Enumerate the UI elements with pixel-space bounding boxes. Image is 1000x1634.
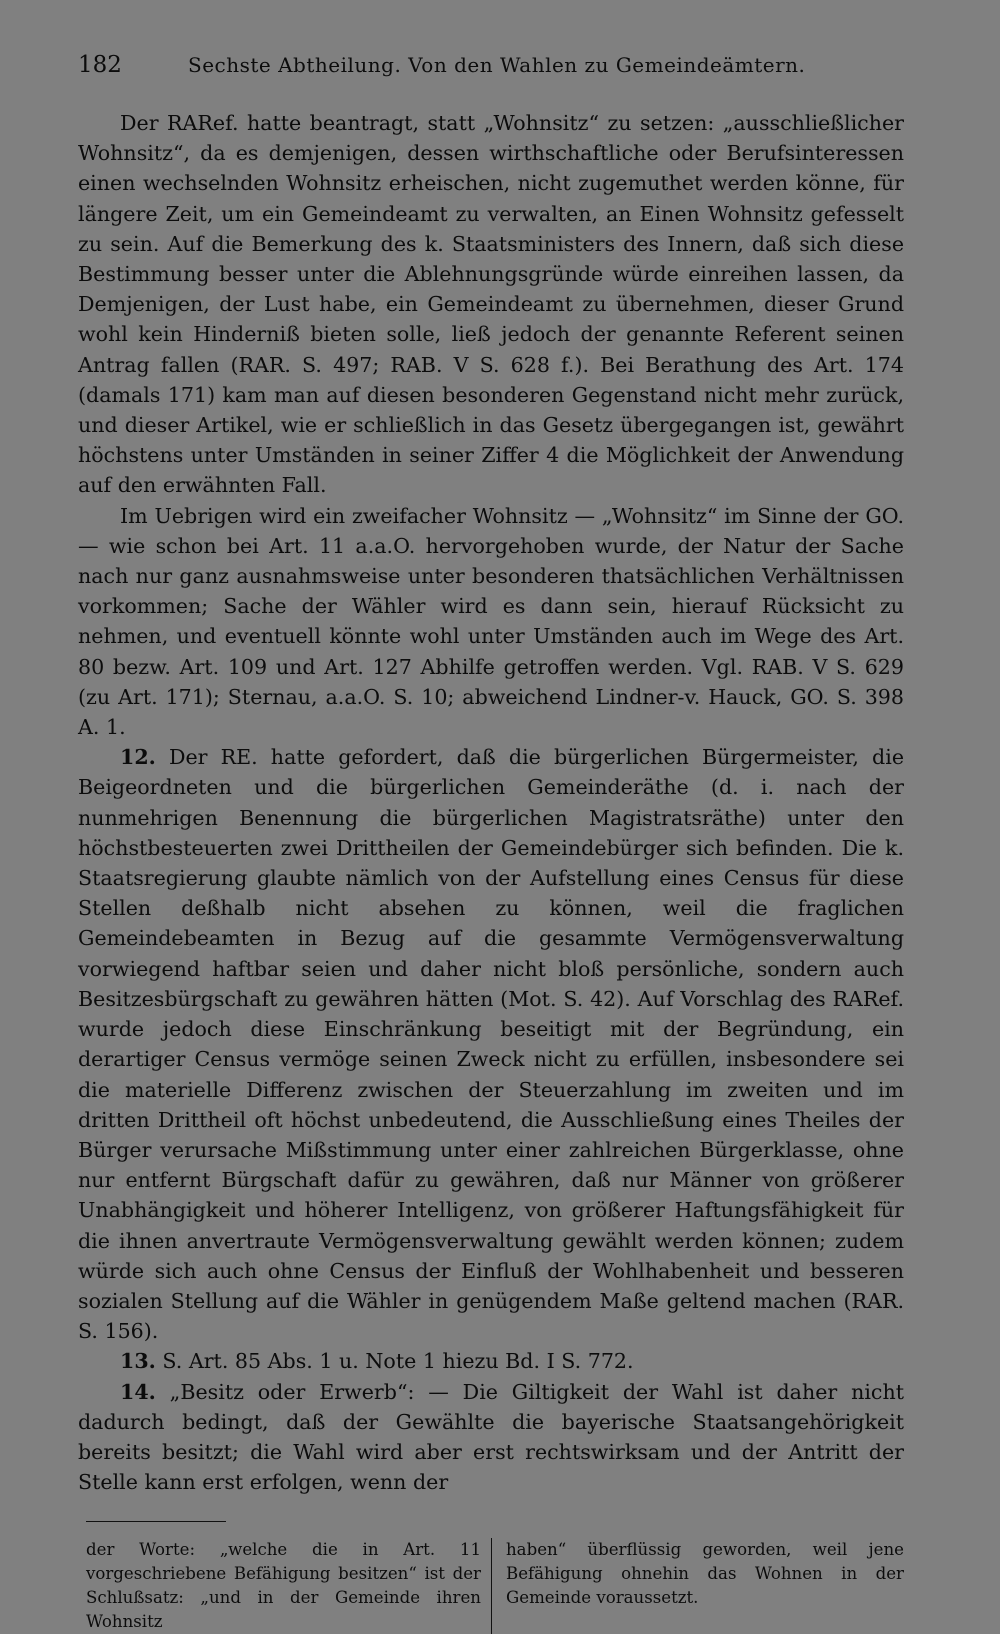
page-header <box>78 52 904 90</box>
paragraph <box>78 501 904 743</box>
paragraph <box>78 1377 904 1498</box>
footnote-column-left: der Worte: „welche die in Art. 11 vorgeschriebene Befähigung besitzen“ ist der Schlußsatz: „und in der Gemeinde ihren Wohnsitz <box>86 1540 481 1632</box>
paragraph-text: Der RARef. hatte beantragt, statt „Wohnsitz“ zu setzen: „ausschließlicher Wohnsitz“, da es demjenigen, dessen wirthschaftliche oder Berufsinteressen einen wechselnden Wohnsitz erheischen, nicht zugemuthet werden könne, für längere Zeit, um ein Gemeindeamt zu verwalten, an Einen Wohnsitz gefesselt zu sein. Auf die Bemerkung des k. Staatsministers des Innern, daß sich diese Bestimmung besser unter die Ablehnungsgründe würde einreihen lassen, da Demjenigen, der Lust habe, ein Gemeindeamt zu übernehmen, dieser Grund wohl kein Hinderniß bieten solle, ließ jedoch der genannte Referent seinen Antrag fallen (RAR. S. 497; RAB. V S. 628 f.). Bei Berathung des Art. 174 (damals 171) kam man auf diesen besonderen Gegenstand nicht mehr zurück, und dieser Artikel, wie er schließlich in das Gesetz übergegangen ist, gewährt höchstens unter Umständen in seiner Ziffer 4 die Möglichkeit der Anwendung auf den erwähnten Fall. <box>78 111 904 498</box>
footnotes <box>78 1538 904 1634</box>
paragraph <box>78 108 904 501</box>
paragraph-text: S. Art. 85 Abs. 1 u. Note 1 hiezu Bd. I S. 772. <box>162 1349 634 1374</box>
paragraph-text: Im Uebrigen wird ein zweifacher Wohnsitz — „Wohnsitz“ im Sinne der GO. — wie schon bei Art. 11 a.a.O. hervorgehoben wurde, der Natur der Sache nach nur ganz ausnahmsweise unter besonderen thatsächlichen Verhältnissen vorkommen; Sache der Wähler wird es dann sein, hierauf Rücksicht zu nehmen, und eventuell könnte wohl unter Umständen auch im Wege des Art. 80 bezw. Art. 109 und Art. 127 Abhilfe getroffen werden. Vgl. RAB. V S. 629 (zu Art. 171); Sternau, a.a.O. S. 10; abweichend Lindner-v. Hauck, GO. S. 398 A. 1. <box>78 503 904 740</box>
paragraph-text: Der RE. hatte gefordert, daß die bürgerlichen Bürgermeister, die Beigeordneten und die bürgerlichen Gemeinderäthe (d. i. nach der nunmehrigen Benennung die bürgerlichen Magistratsräthe) unter den höchstbesteuerten zwei Drittheilen der Gemeindebürger sich befinden. Die k. Staatsregierung glaubte nämlich von der Aufstellung eines Census für diese Stellen deßhalb nicht absehen zu können, weil die fraglichen Gemeindebeamten in Bezug auf die gesammte Vermögensverwaltung vorwiegend haftbar seien und daher nicht bloß persönliche, sondern auch Besitzesbürgschaft zu gewähren hätten (Mot. S. 42). Auf Vorschlag des RARef. wurde jedoch diese Einschränkung beseitigt mit der Begründung, ein derartiger Census vermöge seinen Zweck nicht zu erfüllen, insbesondere sei die materielle Differenz zwischen der Steuerzahlung im zweiten und im dritten Drittheil oft höchst unbedeutend, die Ausschließung eines Theiles der Bürger verursache Mißstimmung unter einer zahlreichen Bürgerklasse, ohne nur entfernt Bürgschaft dafür zu gewähren, daß nur Männer von größerer Unabhängigkeit und höherer Intelligenz, von größerer Haftungsfähigkeit für die ihnen anvertraute Vermögensverwaltung gewählt werden können; zudem würde sich auch ohne Census der Einfluß der Wohlhabenheit und besseren sozialen Stellung auf die Wähler in genügendem Maße geltend machen (RAR. S. 156). <box>78 745 905 1344</box>
footnote-divider <box>86 1521 226 1522</box>
note-number: 14. <box>120 1379 156 1404</box>
paragraph <box>78 742 904 1346</box>
footnote-column-right: haben“ überflüssig geworden, weil jene Befähigung ohnehin das Wohnen in der Gemeinde voraussetzt. <box>491 1538 904 1634</box>
paragraph-text: „Besitz oder Erwerb“: — Die Giltigkeit der Wahl ist daher nicht dadurch bedingt, daß der Gewählte die bayerische Staatsangehörigkeit bereits besitzt; die Wahl wird aber erst rechtswirksam und der Antritt der Stelle kann erst erfolgen, wenn der <box>78 1379 905 1495</box>
note-number: 13. <box>120 1349 156 1374</box>
paragraph <box>78 1346 904 1376</box>
page-number: 182 <box>78 52 122 78</box>
note-number: 12. <box>120 745 156 770</box>
running-head: Sechste Abtheilung. Von den Wahlen zu Gemeindeämtern. <box>188 53 806 77</box>
body-text <box>78 108 904 1497</box>
